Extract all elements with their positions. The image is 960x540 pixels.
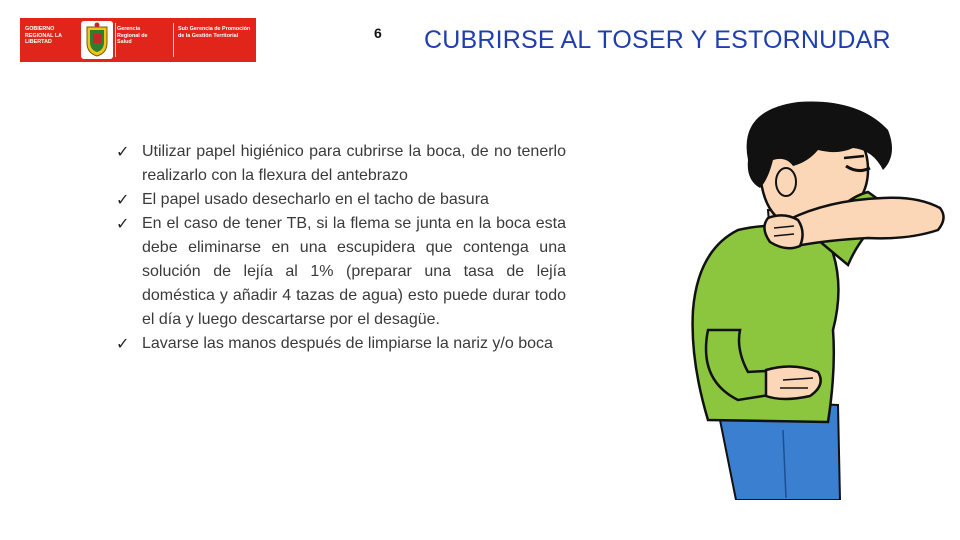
list-item: [116, 188, 566, 212]
list-item-text: En el caso de tener TB, si la flema se junta en la boca esta debe eliminarse en una escupidera que contenga una solución de lejía al 1% (preparar una tasa de lejía doméstica y añadir 4 tazas de agua) esto puede durar todo el día y luego descartarse por el desagüe.: [142, 215, 566, 328]
logo-text-sub-gerencia: Sub Gerencia de Promoción de la Gestión Territorial: [178, 26, 251, 39]
logo-text-gobierno-regional: GOBIERNO REGIONAL LA LIBERTAD: [25, 26, 62, 46]
sneezing-boy-illustration: [668, 100, 953, 500]
check-icon: ✓: [116, 214, 130, 233]
slide-number: 6: [374, 25, 382, 41]
check-icon: ✓: [116, 334, 130, 353]
list-item: [116, 332, 566, 356]
page-title: CUBRIRSE AL TOSER Y ESTORNUDAR: [424, 26, 891, 54]
logo-separator: [115, 23, 116, 57]
list-item-text: Utilizar papel higiénico para cubrirse la boca, de no tenerlo realizarlo con la flexura del antebrazo: [142, 143, 566, 184]
list-item: [116, 140, 566, 188]
check-icon: ✓: [116, 190, 130, 209]
logo-text-gerencia-salud: Gerencia Regional de Salud: [117, 26, 148, 46]
list-item: [116, 212, 566, 332]
logo-separator: [173, 23, 174, 57]
list-item-text: El papel usado desecharlo en el tacho de basura: [142, 191, 489, 208]
coat-of-arms-icon: [81, 21, 113, 59]
check-icon: ✓: [116, 142, 130, 161]
list-item-text: Lavarse las manos después de limpiarse la nariz y/o boca: [142, 335, 553, 352]
institution-logo-banner: [20, 18, 256, 62]
advice-list: [116, 140, 566, 356]
